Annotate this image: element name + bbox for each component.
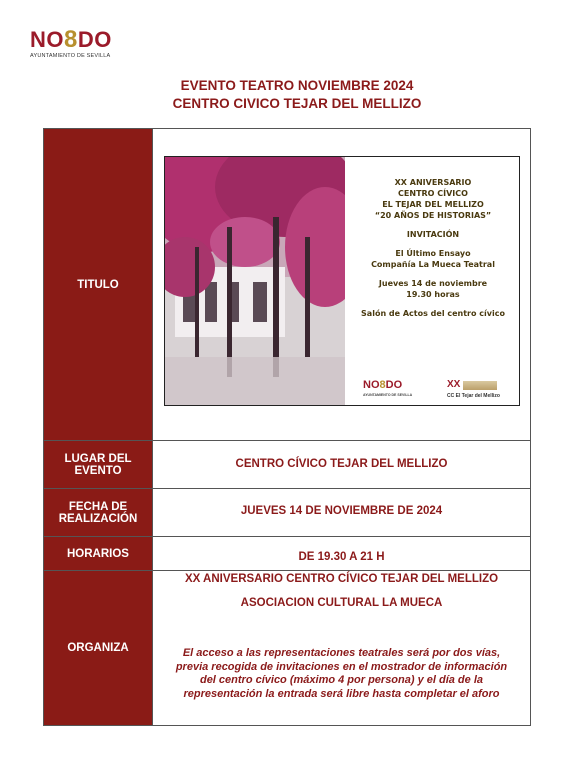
inv-line: Jueves 14 de noviembre <box>378 279 488 288</box>
lugar-value: CENTRO CÍVICO TEJAR DEL MELLIZO <box>153 441 531 489</box>
nodo-logo <box>30 26 120 59</box>
inv-line: Salón de Actos del centro cívico <box>361 309 505 318</box>
inv-line: Compañía La Mueca Teatral <box>371 260 495 269</box>
organiza-cell <box>153 571 531 726</box>
label-lugar: LUGAR DEL EVENTO <box>44 441 153 489</box>
horarios-value: DE 19.30 A 21 H <box>153 537 531 571</box>
page-subtitle: CENTRO CIVICO TEJAR DEL MELLIZO <box>172 96 422 111</box>
inv-line: El Último Ensayo <box>395 249 471 258</box>
inv-line: “20 AÑOS DE HISTORIAS” <box>374 211 492 220</box>
invitation-card <box>164 156 520 406</box>
row-fecha <box>44 489 531 537</box>
inv-line: EL TEJAR DEL MELLIZO <box>382 200 484 209</box>
anniversary-building-icon <box>463 381 497 390</box>
row-titulo <box>44 129 531 441</box>
row-horarios <box>44 537 531 571</box>
access-note: El acceso a las representaciones teatrales será por dos vías, previa recogida de invitaciones en el mostrador de información del centro cívico (máximo 4 por persona) y el día de la representación la entrada será libre hasta completar el aforo <box>175 647 508 700</box>
label-titulo: TITULO <box>44 129 153 441</box>
label-horarios: HORARIOS <box>44 537 153 571</box>
label-fecha: FECHA DE REALIZACIÓN <box>44 489 153 537</box>
inv-line: XX ANIVERSARIO <box>394 178 472 187</box>
titulo-cell <box>153 129 531 441</box>
inv-line: 19.30 horas <box>406 290 460 299</box>
invitation-text <box>347 177 519 319</box>
label-organiza: ORGANIZA <box>44 571 153 726</box>
courtyard-photo <box>165 157 345 405</box>
invitation-nodo-logo: NO8DO <box>363 379 403 391</box>
inv-line: INVITACIÓN <box>406 230 460 239</box>
logo-subtitle: AYUNTAMIENTO DE SEVILLA <box>30 53 111 59</box>
anniversary-logo-sub: CC El Tejar del Mellizo <box>447 393 500 399</box>
page-title: EVENTO TEATRO NOVIEMBRE 2024 <box>180 78 414 93</box>
fecha-value: JUEVES 14 DE NOVIEMBRE DE 2024 <box>153 489 531 537</box>
logo-wordmark: NO8DO <box>30 26 112 53</box>
anniversary-logo: XX <box>447 379 461 390</box>
event-table <box>43 128 531 726</box>
row-lugar <box>44 441 531 489</box>
invitation-nodo-sub: AYUNTAMIENTO DE SEVILLA <box>363 393 413 397</box>
organiza-line2: ASOCIACION CULTURAL LA MUECA <box>240 597 443 609</box>
row-organiza <box>44 571 531 726</box>
organiza-line1: XX ANIVERSARIO CENTRO CÍVICO TEJAR DEL MELLIZO <box>184 573 499 585</box>
inv-line: CENTRO CÍVICO <box>398 189 468 198</box>
